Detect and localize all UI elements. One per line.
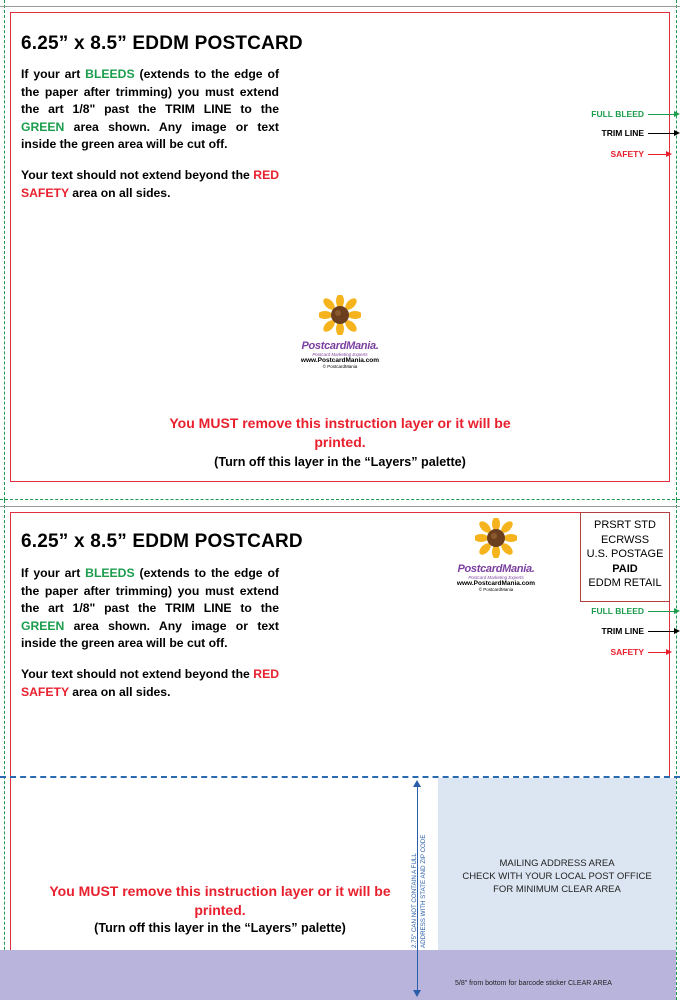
back-legend-full-bleed: FULL BLEED [591,606,644,616]
front-bleed-left [4,0,5,500]
front-bleeds-word: BLEEDS [85,67,135,81]
mailing-line-1: MAILING ADDRESS AREA [499,858,615,869]
front-safety-instructions: Your text should not extend beyond the RED SAFETY area on all sides. [21,168,279,200]
panel-divider-bleed [0,499,680,500]
back-turn-off-note: (Turn off this layer in the “Layers” palette) [94,921,346,935]
barcode-note: 5/8" from bottom for barcode sticker CLEAR AREA [455,980,612,987]
front-legend-trim-arrow [674,130,680,136]
front-turn-off-note: (Turn off this layer in the “Layers” palette) [214,455,466,469]
indicia-line-4: PAID [612,562,638,575]
front-legend-full-bleed: FULL BLEED [591,109,644,119]
front-green-word: GREEN [21,119,65,134]
back-logo [444,518,548,592]
front-legend-full-bleed-arrow [674,111,680,117]
back-bleed-instructions: If your art BLEEDS (extends to the edge of the paper after trimming) you must extend the art 1/8" past the TRIM LINE to the GREEN area shown. Any image or text inside the green area will be cut off. [21,566,279,651]
front-bleed-right [676,0,677,500]
back-logo-tagline: Postcard Marketing Experts [468,575,524,580]
front-legend-trim-line-line [648,133,674,134]
mailing-line-3: FOR MINIMUM CLEAR AREA [493,884,621,895]
front-legend-full-bleed-line [648,114,674,115]
front-legend-safety-line [648,154,666,155]
measure-note-line-2: ADDRESS WITH STATE AND ZIP CODE [420,834,427,948]
measure-note-line-1: 2.75" CAN NOT CONTAIN A FULL [411,853,418,948]
back-legend-safety: SAFETY [610,647,644,657]
back-logo-copyright: © PostcardMania [478,587,514,592]
back-legend-safety-arrow [666,649,672,655]
back-safety-instructions: Your text should not extend beyond the RED SAFETY area on all sides. [21,667,279,699]
front-title: 6.25” x 8.5” EDDM POSTCARD [21,33,303,54]
indicia-line-1: PRSRT STD [594,519,656,531]
back-bleeds-word: BLEEDS [85,566,135,580]
front-legend-trim-line: TRIM LINE [601,128,644,138]
back-warning: You MUST remove this instruction layer or it will be printed. [49,883,391,918]
back-green-word: GREEN [21,618,65,633]
barcode-clear-area [0,950,676,1000]
front-logo-url: www.PostcardMania.com [300,357,380,364]
back-legend-full-bleed-arrow [674,608,680,614]
front-legend-safety-arrow [666,151,672,157]
back-bleed-left [4,500,5,1000]
front-bleed-instructions: If your art BLEEDS (extends to the edge of the paper after trimming) you must extend the art 1/8" past the TRIM LINE to the GREEN area shown. Any image or text inside the green area will be cut off. [21,67,279,152]
back-legend-full-bleed-line [648,611,674,612]
mailing-line-2: CHECK WITH YOUR LOCAL POST OFFICE [462,871,652,882]
measure-arrow-down [413,990,421,997]
front-logo [288,295,392,369]
back-legend-trim-line-line [648,631,674,632]
indicia-line-3: U.S. POSTAGE [586,548,664,560]
postage-indicia [580,512,670,602]
sunflower-icon [319,295,361,335]
back-legend-safety-line [648,652,666,653]
sunflower-icon [475,518,517,558]
front-legend-safety: SAFETY [610,149,644,159]
back-trim-top [0,506,680,507]
front-trim-top [0,6,680,7]
front-red-safety-word: RED SAFETY [21,168,279,200]
back-bleed-right [676,500,677,1000]
back-logo-brand: PostcardMania. [457,563,535,575]
front-warning: You MUST remove this instruction layer or it will be printed. [169,415,511,450]
front-logo-copyright: © PostcardMania [322,364,358,369]
indicia-line-5: EDDM RETAIL [588,577,662,589]
indicia-line-2: ECRWSS [600,533,650,546]
back-logo-url: www.PostcardMania.com [456,580,536,587]
measure-arrow-up [413,780,421,787]
back-red-safety-word: RED SAFETY [21,667,279,699]
back-legend-trim-line: TRIM LINE [601,626,644,636]
measure-note [410,835,428,948]
mailing-address-text [438,857,676,896]
back-legend-trim-arrow [674,628,680,634]
front-logo-tagline: Postcard Marketing Experts [312,352,368,357]
front-logo-brand: PostcardMania. [301,340,379,352]
back-title: 6.25” x 8.5” EDDM POSTCARD [21,531,303,552]
